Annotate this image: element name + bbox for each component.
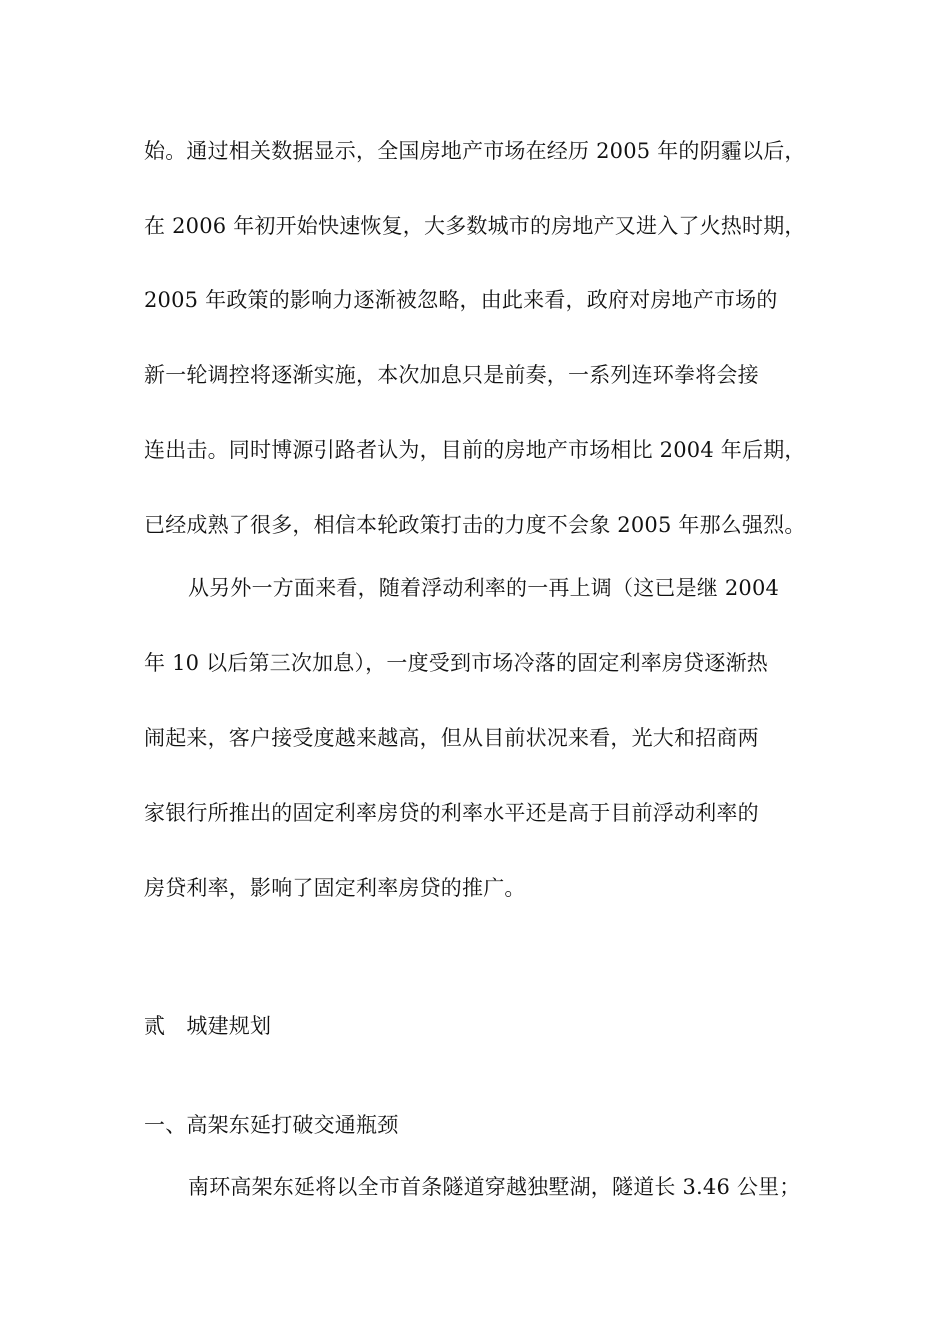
subsection-heading: 一、高架东延打破交通瓶颈: [144, 1113, 399, 1137]
paragraph-line: 在 2006 年初开始快速恢复，大多数城市的房地产又进入了火热时期，: [144, 214, 806, 238]
paragraph-line: 2005 年政策的影响力逐渐被忽略，由此来看，政府对房地产市场的: [144, 288, 778, 312]
paragraph-line: 新一轮调控将逐渐实施，本次加息只是前奏，一系列连环拳将会接: [144, 363, 759, 387]
paragraph-line: 闹起来，客户接受度越来越高，但从目前状况来看，光大和招商两: [144, 726, 759, 750]
paragraph-line: 家银行所推出的固定利率房贷的利率水平还是高于目前浮动利率的: [144, 801, 759, 825]
paragraph-line: 年 10 以后第三次加息），一度受到市场冷落的固定利率房贷逐渐热: [144, 651, 768, 675]
paragraph-line: 连出击。同时博源引路者认为，目前的房地产市场相比 2004 年后期，: [144, 438, 806, 462]
paragraph-line: 南环高架东延将以全市首条隧道穿越独墅湖，隧道长 3.46 公里；: [188, 1175, 801, 1199]
paragraph-line: 房贷利率，影响了固定利率房贷的推广。: [144, 876, 526, 900]
section-heading: 贰 城建规划: [144, 1014, 272, 1038]
paragraph-line: 始。通过相关数据显示，全国房地产市场在经历 2005 年的阴霾以后，: [144, 139, 806, 163]
paragraph-line: 已经成熟了很多，相信本轮政策打击的力度不会象 2005 年那么强烈。: [144, 513, 806, 537]
paragraph-line: 从另外一方面来看，随着浮动利率的一再上调（这已是继 2004: [188, 576, 780, 600]
